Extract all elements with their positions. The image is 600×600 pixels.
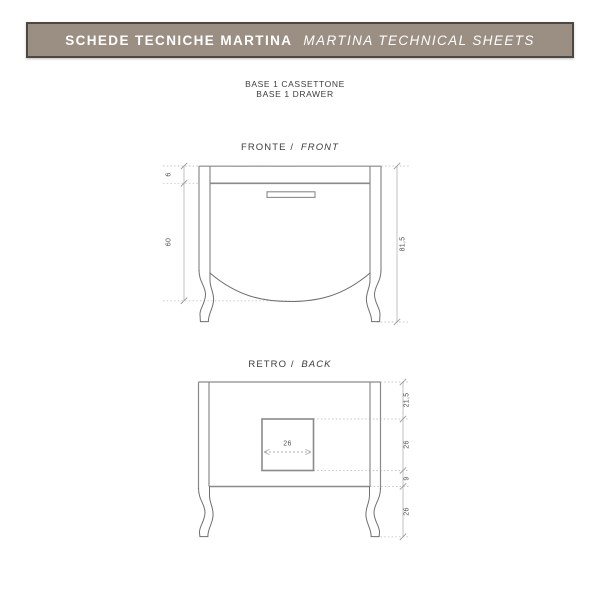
product-name-english: BASE 1 DRAWER	[256, 88, 334, 99]
front-view-label-italian: FRONTE /	[240, 142, 295, 153]
front-left-leg	[199, 270, 214, 322]
product-name-italian: BASE 1 CASSETTONE	[245, 79, 345, 89]
front-apron-curve	[210, 273, 370, 302]
product-name	[145, 80, 445, 99]
back-left-leg	[199, 487, 214, 537]
back-extension-lines	[314, 382, 410, 537]
front-view-drawing	[158, 158, 414, 328]
back-view-label-english: BACK	[301, 359, 332, 370]
header-title-english: MARTINA TECHNICAL SHEETS	[303, 32, 535, 48]
front-view-label-english: FRONT	[300, 142, 340, 153]
back-dim-leg-height: 26	[403, 507, 411, 516]
front-right-leg	[366, 270, 381, 322]
back-view-drawing	[158, 374, 414, 544]
back-dim-opening-height: 26	[403, 440, 411, 449]
back-view-label	[150, 359, 430, 370]
front-view-label	[150, 142, 430, 153]
front-dim-top-band: 6	[165, 172, 173, 177]
front-cabinet-outline	[199, 166, 381, 273]
front-dim-body: 60	[165, 237, 173, 247]
back-dim-opening-to-bottom: 9	[403, 476, 411, 481]
front-dim-total-height: 81,5	[399, 236, 407, 252]
back-right-leg	[366, 487, 381, 537]
front-extension-lines	[163, 166, 409, 322]
back-dim-top-to-opening: 21,5	[403, 392, 411, 408]
front-drawer-handle	[267, 192, 315, 198]
back-dim-opening-width: 26	[283, 440, 292, 448]
back-view-label-italian: RETRO /	[248, 359, 295, 370]
header-bar	[26, 22, 574, 58]
header-title-italian: SCHEDE TECNICHE MARTINA	[65, 32, 293, 48]
